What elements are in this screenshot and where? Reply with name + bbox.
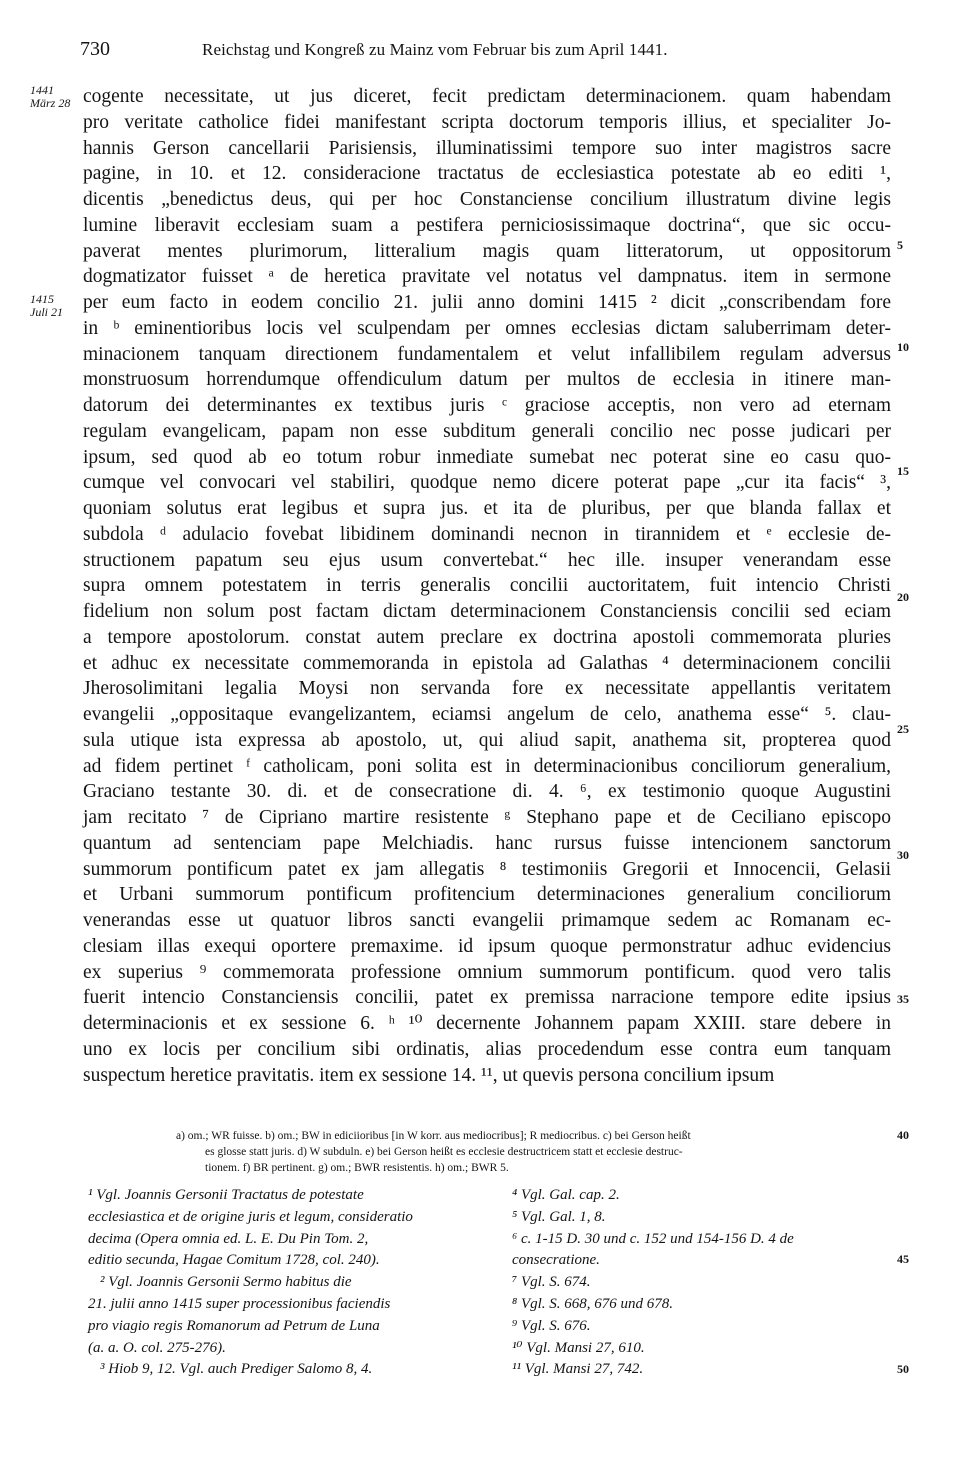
text-line: dicentis „benedictus deus, qui per hoc Constanciense concilium illustratum divine legis [83, 189, 891, 210]
text-line: ex superius ⁹ commemorata professione omnium summorum pontificum. quod vero talis [83, 961, 891, 983]
margin-date-day: März 28 [30, 96, 71, 110]
footnote-line: decima (Opera omnia ed. L. E. Du Pin Tom. 2, [88, 1230, 369, 1247]
text-line: pro veritate catholice fidei manifestant scripta doctorum temporis illius, et specialiter Jo- [83, 111, 891, 133]
text-line: regulam evangelicam, papam non esse subditum generali concilio nec posse judicari per [83, 420, 891, 442]
text-line: supra omnem potestatem in terris generalis concilii auctoritatem, fuit intencio Christi [83, 575, 891, 597]
text-line: cumque vel convocari vel stabiliri, quodque nemo dicere poterat pape „cur ita facis“ ³, [83, 472, 891, 494]
footnote-line: consecratione. [512, 1252, 600, 1269]
text-line: a tempore apostolorum. constat autem preclare ex doctrina apostoli commemorata pluries [83, 626, 891, 648]
text-line: determinacionis et ex sessione 6. ʰ ¹⁰ decernente Johannem papam XXIII. stare debere in [83, 1013, 891, 1034]
footnote-line: ⁷ Vgl. S. 674. [512, 1274, 591, 1291]
text-line: cogente necessitate, ut jus diceret, fecit predictam determinacionem. quam habendam [83, 86, 891, 107]
text-line: clesiam illas exequi oportere premaxime. id ipsum quoque permonstratur adhuc evidencius [83, 935, 891, 957]
critical-apparatus [176, 1128, 892, 1176]
page-header [80, 38, 890, 64]
text-line: per eum facto in eodem concilio 21. julii anno domini 1415 ² dicit „conscribendam fore [83, 292, 891, 313]
text-line: paverat mentes plurimorum, litteralium magis quam litteratorum, ut oppositorum [83, 240, 891, 262]
footnote-line: ¹ Vgl. Joannis Gersonii Tractatus de potestate [88, 1187, 364, 1203]
text-line: in ᵇ eminentioribus locis vel sculpendam per omnes ecclesias dictam saluberrimam deter- [83, 317, 891, 339]
footnote-line: ¹⁰ Vgl. Mansi 27, 610. [512, 1339, 645, 1356]
apparatus-line: tionem. f) BR pertinent. g) om.; BWR resistentis. h) om.; BWR 5. [205, 1162, 509, 1174]
page-number: 730 [80, 38, 110, 60]
text-line: et adhuc ex necessitate commemoranda in epistola ad Galathas ⁴ determinacionem concilii [83, 652, 891, 674]
line-number: 50 [897, 1362, 909, 1376]
text-line: fidelium non solum post factam dictam determinacionem Constanciensis concilii sed eciam [83, 601, 891, 622]
apparatus-line: es glosse statt juris. d) W subduln. e) bei Gerson heißt es ecclesie destructricem statt et ecclesie destruc- [205, 1146, 683, 1158]
line-number: 30 [897, 848, 909, 862]
margin-date [30, 293, 63, 319]
footnote-line: ² Vgl. Joannis Gersonii Sermo habitus die [100, 1274, 352, 1291]
line-number: 35 [897, 992, 909, 1006]
footnote-line: ⁵ Vgl. Gal. 1, 8. [512, 1208, 606, 1225]
margin-date-year: 1415 [30, 292, 54, 306]
running-head: Reichstag und Kongreß zu Mainz vom Februar bis zum April 1441. [202, 40, 668, 59]
footnote-line: ⁴ Vgl. Gal. cap. 2. [512, 1187, 620, 1203]
text-line: structionem papatum seu ejus usum convertebat.“ hec ille. insuper venerandam esse [83, 549, 891, 571]
apparatus-line: a) om.; WR fuisse. b) om.; BW in ediciioribus [in W korr. aus mediocribus]; R mediocribus. c) bei Gerson heißt [176, 1130, 691, 1142]
line-number: 25 [897, 722, 909, 736]
line-number: 5 [897, 238, 903, 252]
line-number: 15 [897, 464, 909, 478]
text-line: monstruosum horrendumque offendiculum datum per multos de ecclesia in itinere man- [83, 369, 891, 391]
text-line: pagine, in 10. et 12. consideracione tractatus de ecclesiastica potestate ab eo editi ¹, [83, 163, 891, 185]
text-line: ipsum, sed quod ab eo totum robur inmediate sumebat nec poterat sine eo casu quo- [83, 446, 891, 468]
line-number: 45 [897, 1252, 909, 1266]
text-line: fuerit intencio Constanciensis concilii, patet ex premissa narracione tempore edite ipsius [83, 987, 891, 1009]
line-number: 20 [897, 590, 909, 604]
line-number: 10 [897, 340, 909, 354]
footnote-line: 21. julii anno 1415 super processionibus faciendis [88, 1295, 391, 1312]
text-line: lumine liberavit ecclesiam suam a pestifera perniciosissimaque doctrina“, que sic occu- [83, 214, 891, 236]
text-line: quoniam solutus erat legibus et supra jus. et ita de pluribus, per que blanda fallax et [83, 498, 891, 519]
text-line: dogmatizator fuisset ᵃ de heretica pravitate vel notatus vel dampnatus. item in sermone [83, 266, 891, 288]
text-line: uno ex locis per concilium sibi ordinatis, alias procedendum esse contra eum tanquam [83, 1038, 891, 1060]
footnotes-left-column [88, 1185, 478, 1381]
footnote-line: ⁶ c. 1-15 D. 30 und c. 152 und 154-156 D. 4 de [512, 1230, 794, 1247]
text-line: Graciano testante 30. di. et de consecratione di. 4. ⁶, ex testimonio quoque Augustini [83, 781, 891, 803]
text-line: quantum ad sentenciam pape Melchiadis. hanc rursus fuisse intencionem sanctorum [83, 832, 891, 854]
text-line: Jherosolimitani legalia Moysi non servanda fore ex necessitate appellantis veritatem [83, 678, 891, 700]
footnote-line: ⁸ Vgl. S. 668, 676 und 678. [512, 1295, 674, 1312]
footnote-line: ¹¹ Vgl. Mansi 27, 742. [512, 1361, 644, 1378]
text-line: venerandas esse ut quatuor libros sancti evangelii primamque sedem ac Romanam ec- [83, 910, 891, 931]
text-line: evangelii „oppositaque evangelizantem, eciamsi angelum de celo, anathema esse“ ⁵. clau- [83, 704, 891, 725]
main-text [83, 84, 891, 1088]
footnote-line: pro viagio regis Romanorum ad Petrum de Luna [88, 1317, 380, 1334]
footnote-line: editio secunda, Hagae Comitum 1728, col. 240). [88, 1252, 380, 1269]
text-line: summorum pontificum patet ex jam allegatis ⁸ testimoniis Gregorii et Innocencii, Gelasii [83, 858, 891, 880]
margin-date-year: 1441 [30, 83, 54, 97]
text-line: hannis Gerson cancellarii Parisiensis, illuminatissimi tempore suo inter magistros sacre [83, 137, 891, 159]
line-number: 40 [897, 1128, 909, 1142]
text-line: sula utique ista expressa ab apostolo, ut, qui aliud sapit, anathema sit, propterea quod [83, 729, 891, 751]
margin-date [30, 84, 70, 110]
footnote-line: ecclesiastica et de origine juris et legum, consideratio [88, 1208, 413, 1225]
text-line: suspectum heretice pravitatis. item ex sessione 14. ¹¹, ut quevis persona concilium ipsum [83, 1064, 775, 1086]
footnotes-right-column [512, 1185, 892, 1381]
text-line: minacionem tanquam directionem fundamentalem et velut infallibilem regulam adversus [83, 343, 891, 365]
text-line: et Urbani summorum pontificum profitencium determinaciones generalium conciliorum [83, 884, 891, 906]
footnote-line: ⁹ Vgl. S. 676. [512, 1317, 591, 1334]
margin-date-day: Juli 21 [30, 305, 63, 319]
text-line: datorum dei determinantes ex textibus juris ᶜ graciose acceptis, non vero ad eternam [83, 395, 891, 416]
text-line: ad fidem pertinet ᶠ catholicam, poni solita est in determinacionibus conciliorum generalium, [83, 755, 891, 777]
text-line: jam recitato ⁷ de Cipriano martire resistente ᵍ Stephano pape et de Ceciliano episcopo [83, 807, 891, 828]
text-line: subdola ᵈ adulacio fovebat libidinem dominandi necnon in tirannidem et ᵉ ecclesie de- [83, 523, 891, 545]
footnote-line: (a. a. O. col. 275-276). [88, 1339, 226, 1356]
footnote-line: ³ Hiob 9, 12. Vgl. auch Prediger Salomo 8, 4. [100, 1361, 373, 1378]
